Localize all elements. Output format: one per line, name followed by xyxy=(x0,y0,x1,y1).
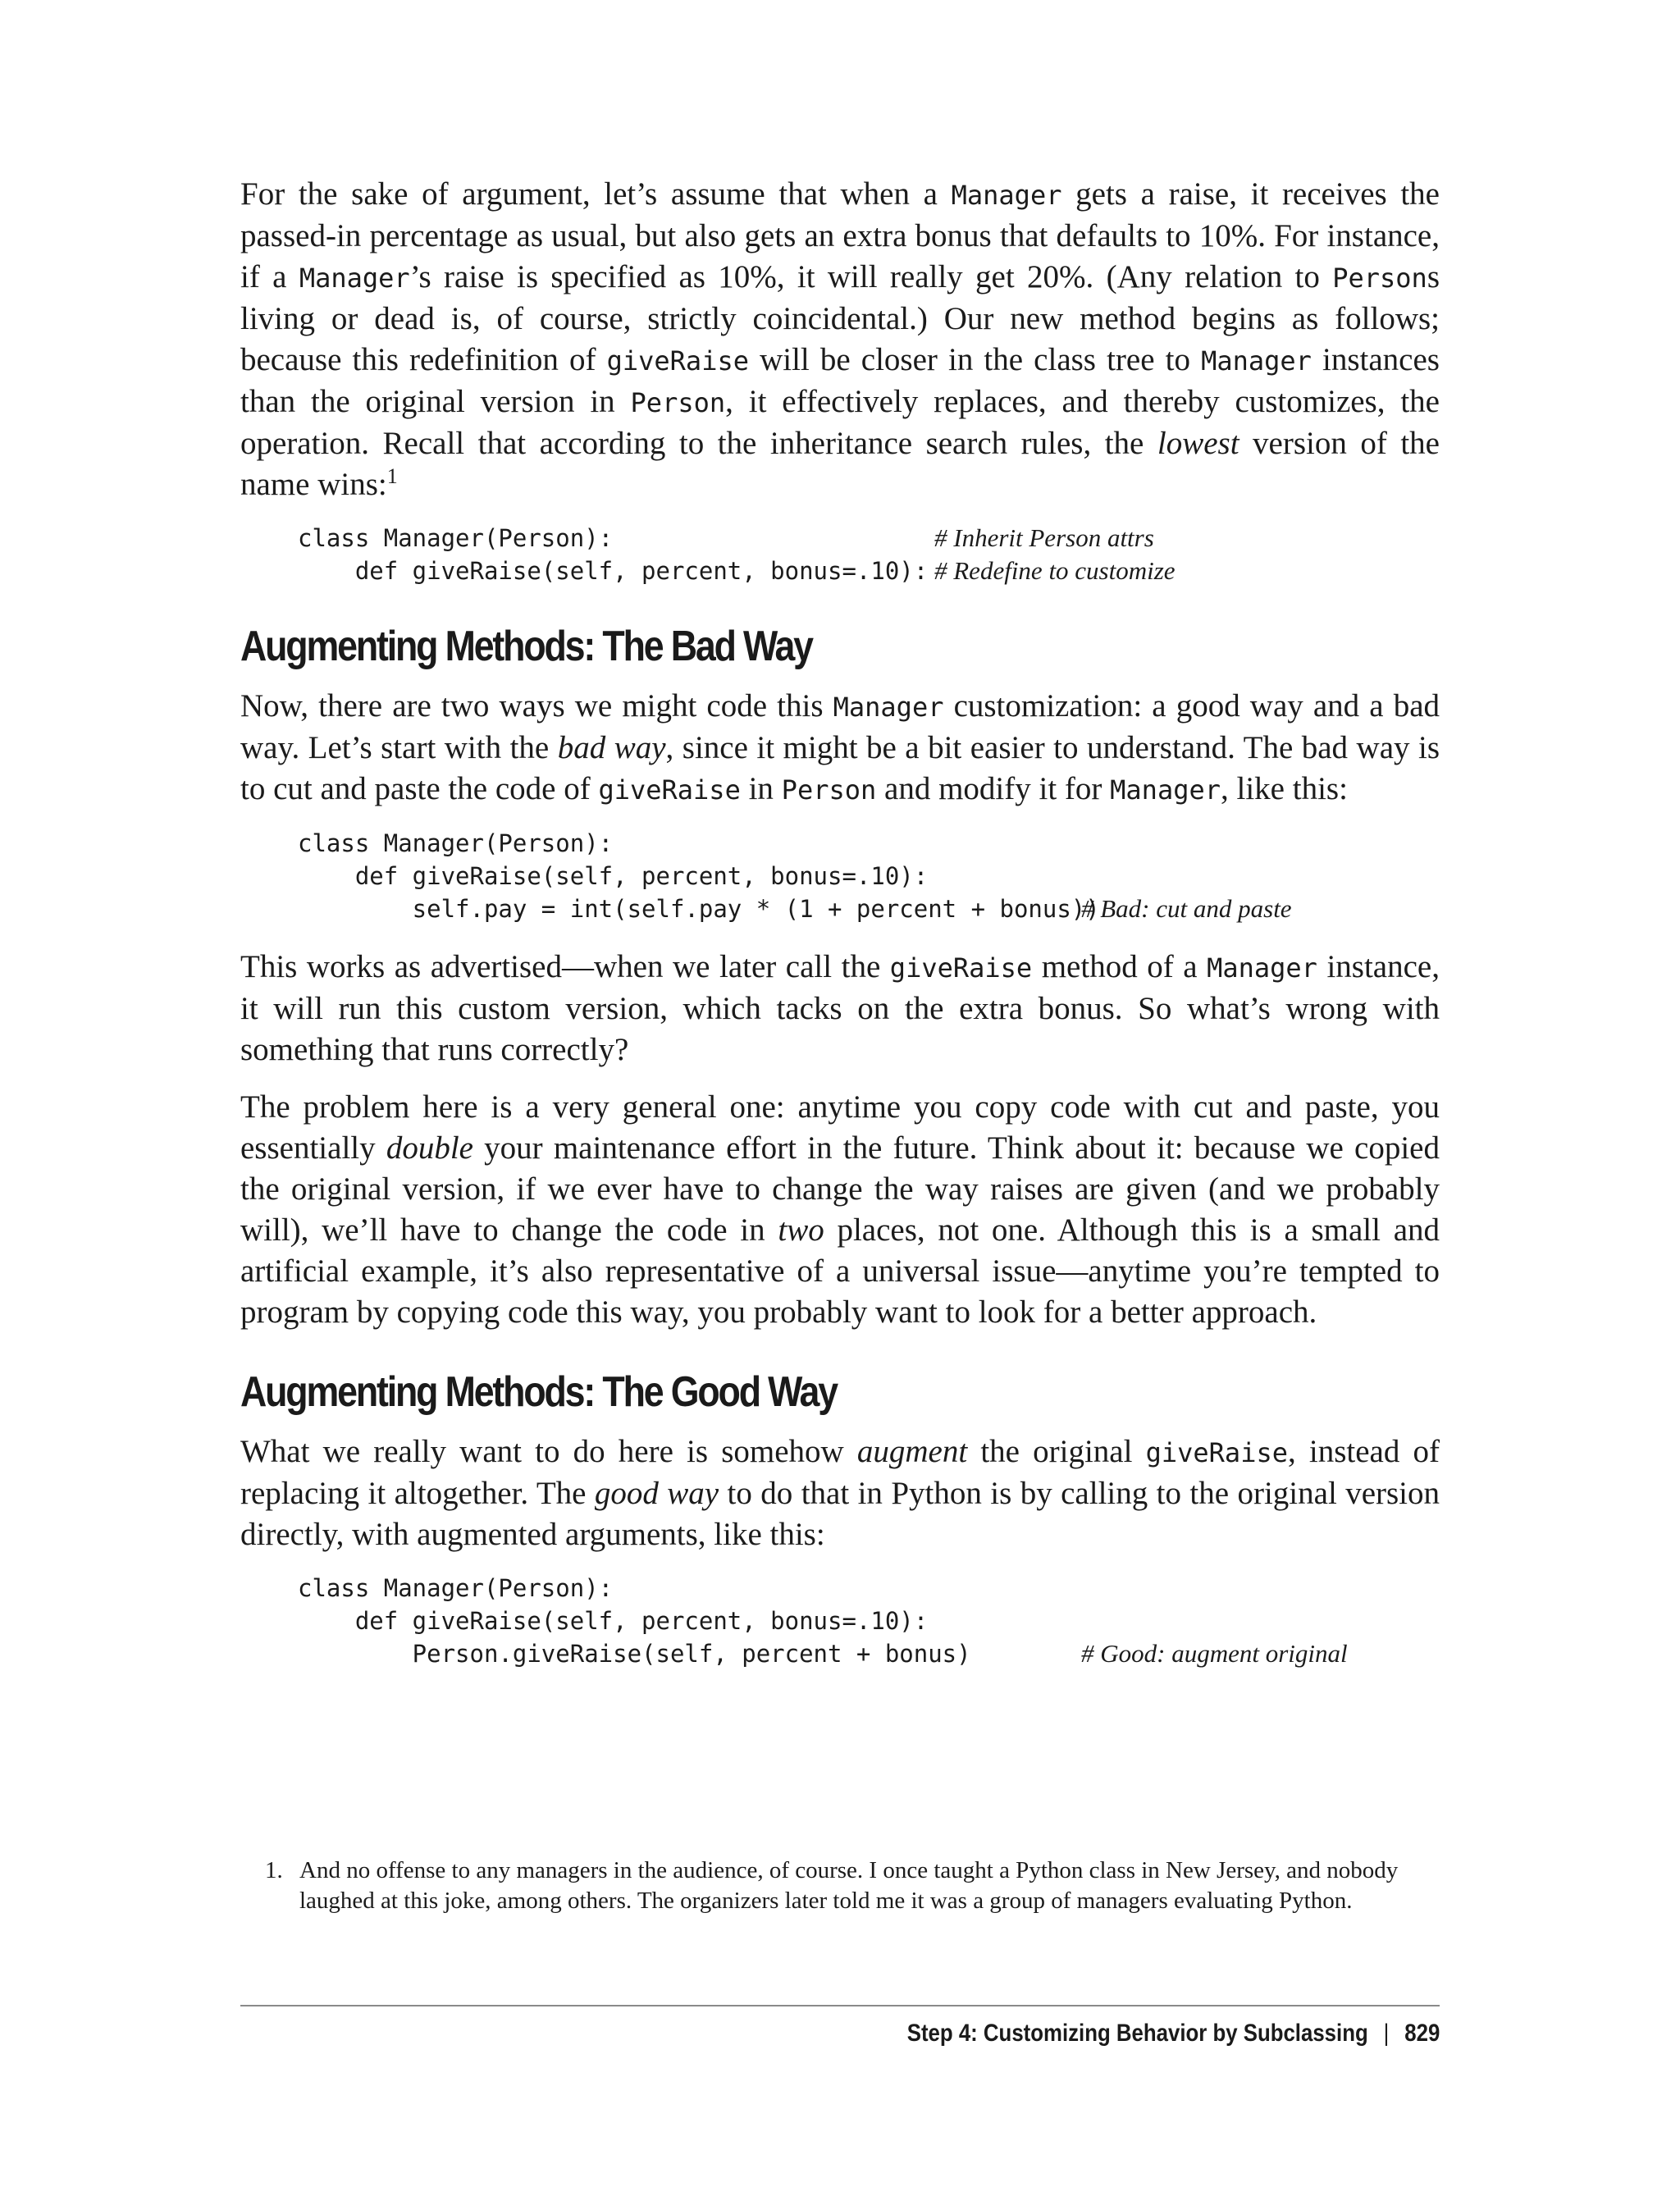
text: method of a xyxy=(1032,949,1208,984)
inline-code: Manager xyxy=(299,262,410,294)
inline-code: giveRaise xyxy=(889,952,1033,984)
text: The problem here is a very general one: anytime you copy code with cut and paste, you essentially xyxy=(240,1089,1440,1166)
code-line xyxy=(298,555,1440,587)
text: and modify it for xyxy=(876,771,1111,806)
page-body xyxy=(240,174,1440,1691)
running-footer xyxy=(906,2020,1440,2048)
text: places, not one. Although this is a small and artificial example, it’s also representative of a universal issue—anytime you’re tempted to program by copying code this way, you probably want to look for a better approach. xyxy=(240,1212,1440,1330)
text: , instead of replacing it altogether. The xyxy=(240,1434,1440,1511)
text: to do that in Python is by calling to the original version directly, with augmented arguments, like this: xyxy=(240,1476,1440,1552)
text: version of the name wins: xyxy=(240,426,1440,502)
text: your maintenance effort in the future. Think about it: because we copied the original version, if we ever have to change the way raises are given (and we probably will), we’ll have to change the code in xyxy=(240,1130,1440,1248)
text: s living or dead is, of course, strictly coincidental.) Our new method begins as follows; because this redefinition of xyxy=(240,259,1440,377)
text: the original xyxy=(967,1434,1146,1469)
text: This works as advertised—when we later call the xyxy=(240,949,890,984)
code-comment: # Bad: cut and paste xyxy=(1081,894,1292,923)
emphasis: bad way xyxy=(557,730,666,765)
inline-code: Person xyxy=(1332,262,1427,294)
inline-code: giveRaise xyxy=(606,345,749,377)
running-footer-separator: | xyxy=(1383,2020,1390,2047)
code-line xyxy=(298,522,1440,555)
inline-code: Manager xyxy=(833,692,944,723)
text: instances than the original version in xyxy=(240,342,1440,419)
code-line xyxy=(298,1637,1440,1670)
code-comment: # Inherit Person attrs xyxy=(934,523,1154,552)
section-heading-good-way: Augmenting Methods: The Good Way xyxy=(240,1368,837,1416)
text: , like this: xyxy=(1221,771,1348,806)
text: What we really want to do here is somehow xyxy=(240,1434,857,1469)
paragraph-bad-way xyxy=(240,686,1440,810)
text: For the sake of argument, let’s assume that when a xyxy=(240,176,952,212)
footnote-number: 1. xyxy=(265,1857,283,1883)
inline-code: giveRaise xyxy=(598,774,741,806)
emphasis: good way xyxy=(594,1476,719,1511)
text: , it effectively replaces, and thereby customizes, the operation. Recall that according to the inheritance search rules, the xyxy=(240,384,1440,461)
code-block-2 xyxy=(298,827,1440,925)
page-number: 829 xyxy=(1404,2020,1440,2047)
code-text: Person.giveRaise(self, percent + bonus) xyxy=(298,1640,971,1668)
text: customization: a good way and a bad way. Let’s start with the xyxy=(240,688,1440,765)
inline-code: Person xyxy=(781,774,877,806)
code-block-1 xyxy=(298,522,1440,587)
inline-code: Manager xyxy=(1201,345,1312,377)
code-text: class Manager(Person): xyxy=(298,829,614,857)
paragraph-intro xyxy=(240,174,1440,505)
footer-rule xyxy=(240,2005,1440,2006)
code-text: class Manager(Person): xyxy=(298,524,614,552)
inline-code: Manager xyxy=(951,180,1062,211)
paragraph-problem xyxy=(240,1087,1440,1333)
code-block-3 xyxy=(298,1572,1440,1670)
emphasis: double xyxy=(386,1130,473,1166)
inline-code: Person xyxy=(630,387,726,418)
emphasis: augment xyxy=(856,1434,968,1469)
code-text: def giveRaise(self, percent, bonus=.10): xyxy=(298,557,929,585)
section-heading-bad-way: Augmenting Methods: The Bad Way xyxy=(240,623,812,670)
emphasis: lowest xyxy=(1157,426,1239,461)
text: gets a raise, it receives the passed-in percentage as usual, but also gets an extra bonus that defaults to 10%. For instance, if a xyxy=(240,176,1440,294)
emphasis: two xyxy=(778,1212,824,1248)
footnote xyxy=(240,1856,1440,1916)
code-text: def giveRaise(self, percent, bonus=.10): xyxy=(298,1607,929,1635)
text: ’s raise is specified as 10%, it will really get 20%. (Any relation to xyxy=(409,259,1333,294)
code-text: self.pay = int(self.pay * (1 + percent + bonus)) xyxy=(298,895,1100,923)
paragraph-good-way xyxy=(240,1431,1440,1555)
inline-code: Manager xyxy=(1110,774,1221,806)
code-text: def giveRaise(self, percent, bonus=.10): xyxy=(298,862,929,890)
paragraph-advertised xyxy=(240,947,1440,1071)
footnote-text: And no offense to any managers in the audience, of course. I once taught a Python class in New Jersey, and nobody laughed at this joke, among others. The organizers later told me it was a group of managers evaluating Python. xyxy=(299,1857,1399,1914)
code-line xyxy=(298,1605,1440,1637)
text: in xyxy=(740,771,782,806)
code-comment: # Good: augment original xyxy=(1081,1639,1348,1668)
code-line xyxy=(298,860,1440,892)
code-text: class Manager(Person): xyxy=(298,1574,614,1602)
code-line xyxy=(298,892,1440,925)
text: , since it might be a bit easier to understand. The bad way is to cut and paste the code of xyxy=(240,730,1440,806)
running-footer-title: Step 4: Customizing Behavior by Subclassing xyxy=(906,2020,1368,2047)
footnote-reference[interactable]: 1 xyxy=(386,464,398,488)
inline-code: giveRaise xyxy=(1145,1437,1288,1468)
text: will be closer in the class tree to xyxy=(748,342,1202,377)
text: instance, it will run this custom version, which tacks on the extra bonus. So what’s wrong with something that runs correctly? xyxy=(240,949,1440,1067)
code-line xyxy=(298,827,1440,860)
code-comment: # Redefine to customize xyxy=(934,556,1176,585)
code-line xyxy=(298,1572,1440,1605)
text: Now, there are two ways we might code this xyxy=(240,688,833,724)
inline-code: Manager xyxy=(1207,952,1317,984)
